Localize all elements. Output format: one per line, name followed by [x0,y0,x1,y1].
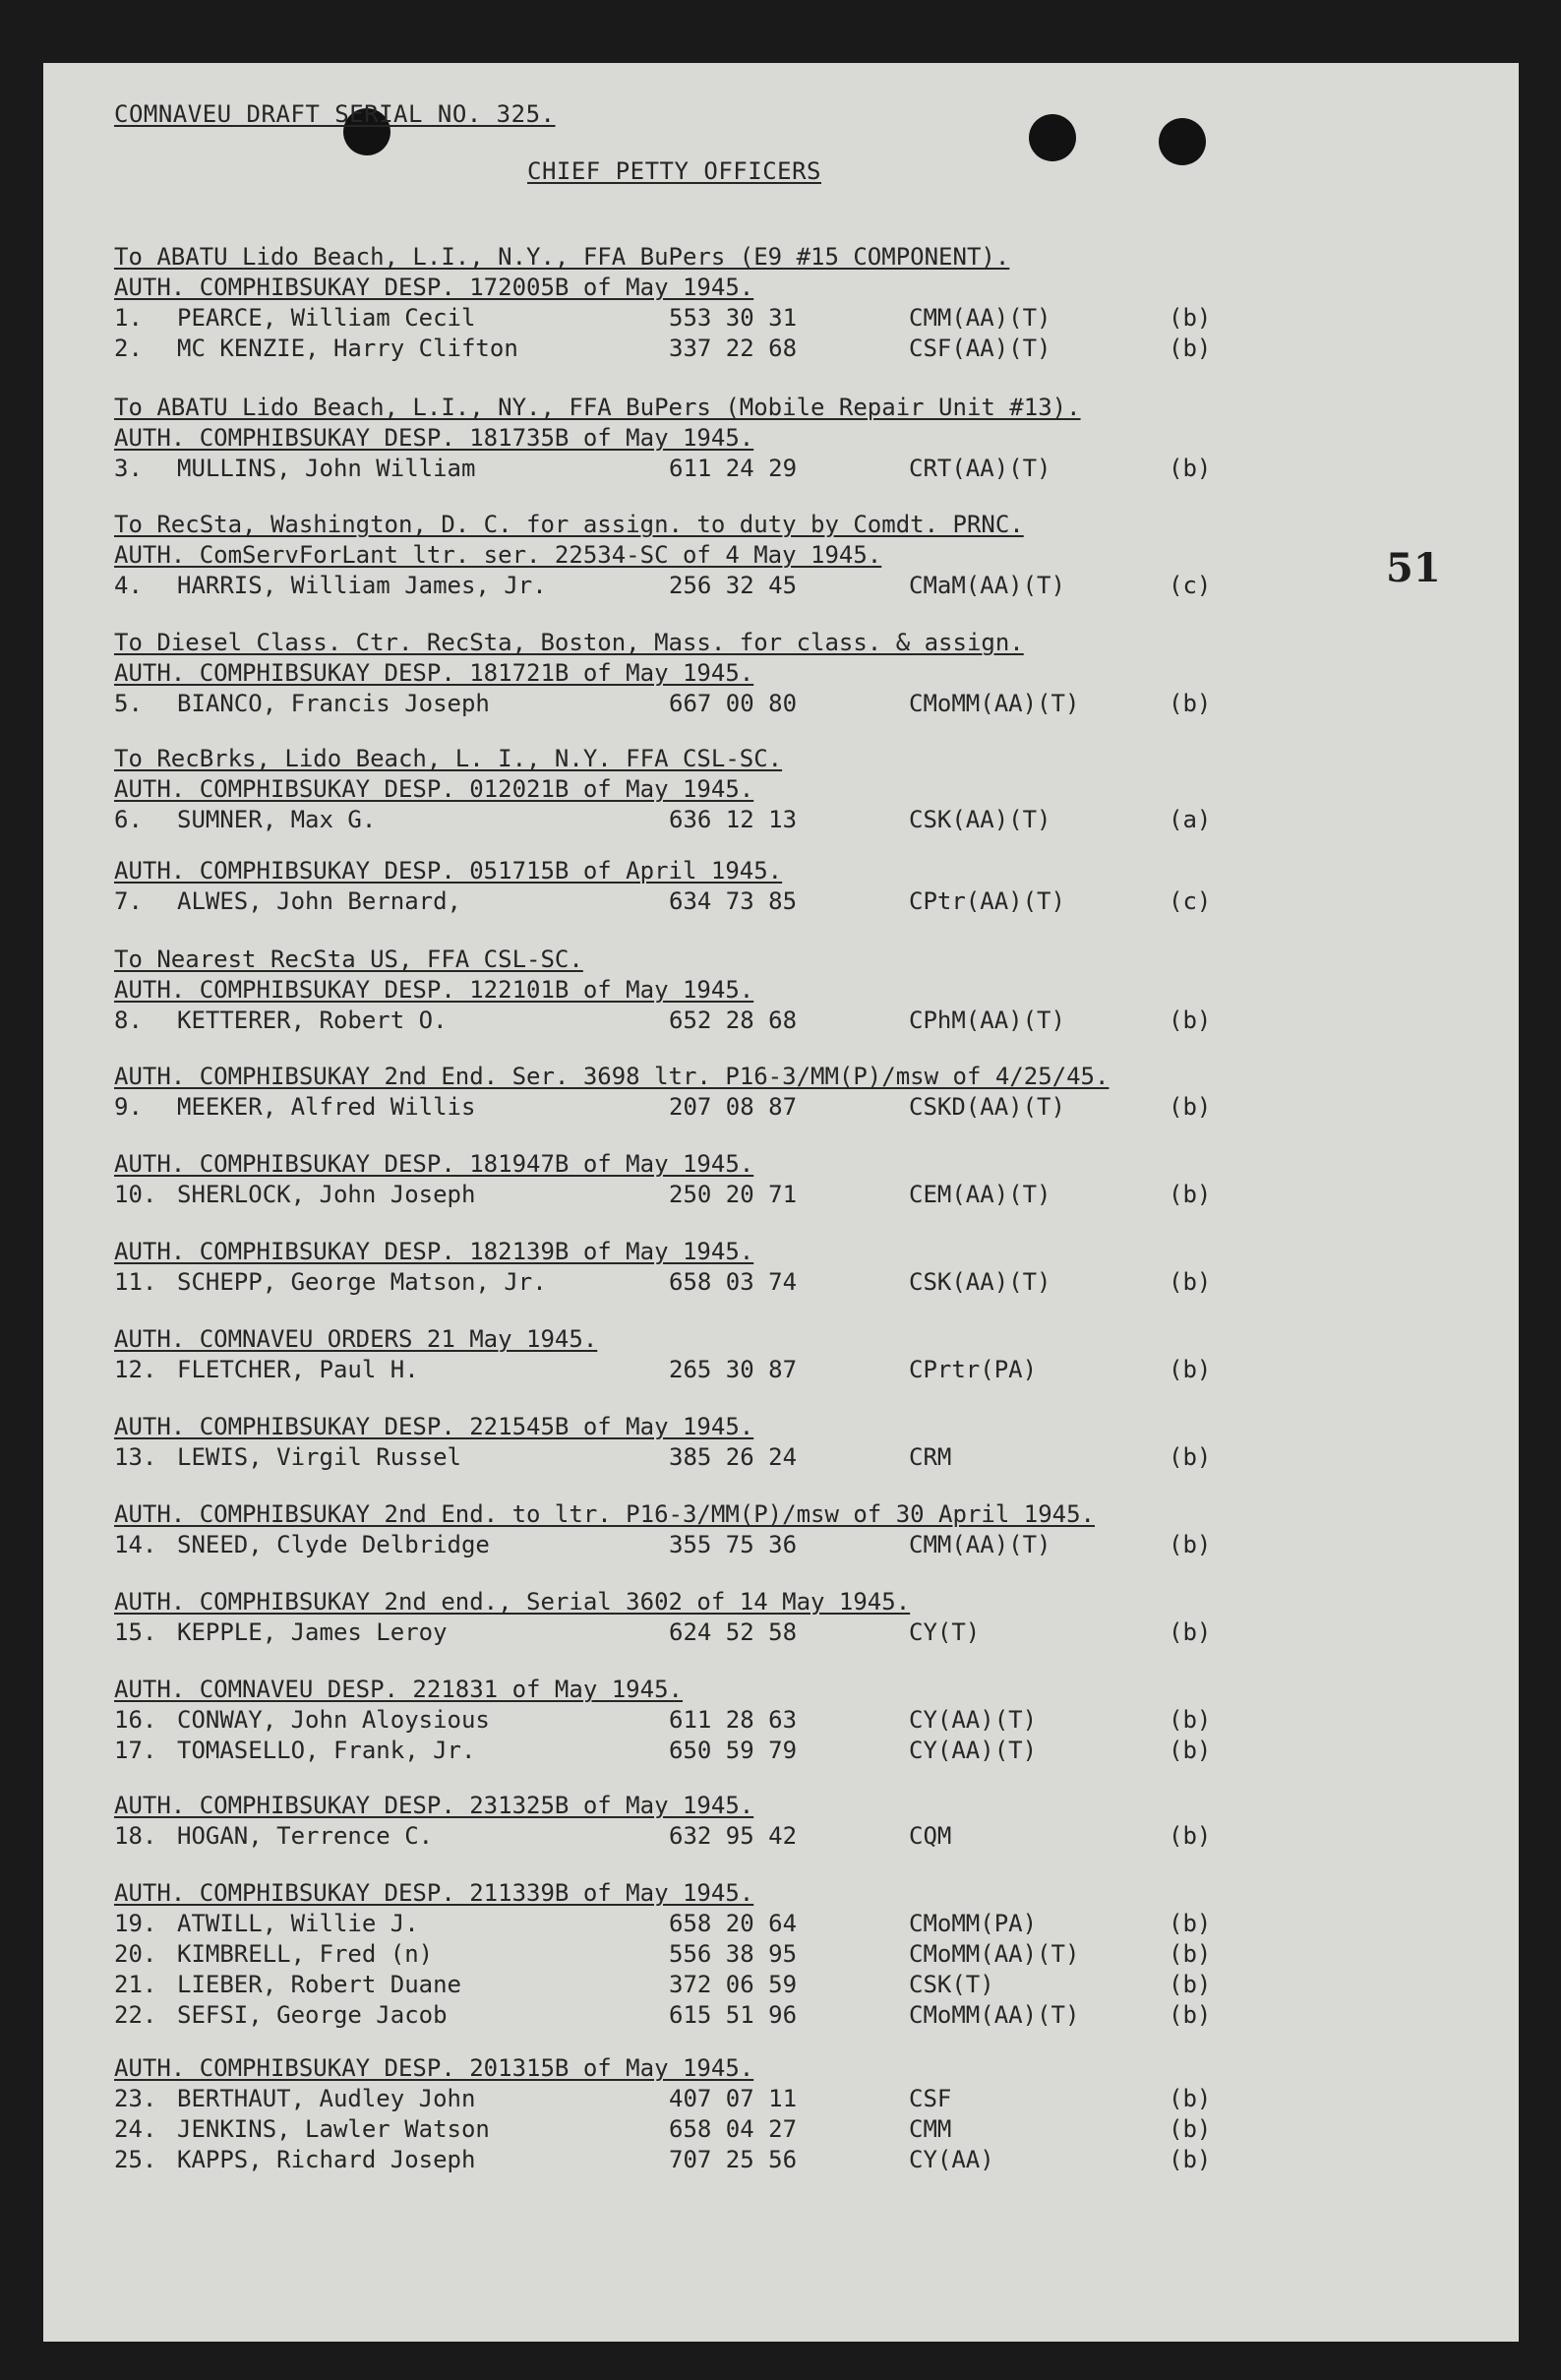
person-name: ALWES, John Bernard, [177,887,461,915]
category-code: (b) [1169,1007,1212,1034]
entry-number: 13. [114,1443,157,1471]
personnel-row [114,886,1471,917]
assignment-group [114,1791,1471,1852]
punch-hole [1029,114,1076,161]
service-number: 355 75 36 [669,1531,798,1558]
assignment-group [114,1587,1471,1648]
service-number: 385 26 24 [669,1443,798,1471]
assignment-group [114,856,1471,917]
authority-line: AUTH. COMPHIBSUKAY 2nd End. Ser. 3698 ltr. P16-3/MM(P)/msw of 4/25/45. [114,1063,1110,1090]
category-code: (b) [1169,2115,1212,2143]
rating: CMoMM(PA) [909,1910,1038,1937]
rating: CY(AA)(T) [909,1737,1038,1764]
assignment-group [114,744,1471,835]
service-number: 652 28 68 [669,1007,798,1034]
punch-hole [1159,118,1206,165]
authority-line: AUTH. COMPHIBSUKAY DESP. 181735B of May 1945. [114,424,754,452]
assignment-group [114,1878,1471,2031]
rating: CQM [909,1822,952,1850]
rating: CMM(AA)(T) [909,1531,1051,1558]
destination-line: To RecBrks, Lido Beach, L. I., N.Y. FFA CSL-SC. [114,745,783,772]
person-name: HARRIS, William James, Jr. [177,572,547,599]
category-code: (b) [1169,1181,1212,1208]
authority-line: AUTH. COMNAVEU DESP. 221831 of May 1945. [114,1676,683,1703]
personnel-row [114,1617,1471,1648]
assignment-group [114,1499,1471,1560]
category-code: (b) [1169,1093,1212,1121]
person-name: KIMBRELL, Fred (n) [177,1940,434,1968]
category-code: (b) [1169,1822,1212,1850]
person-name: BIANCO, Francis Joseph [177,690,490,717]
authority-line: AUTH. COMPHIBSUKAY 2nd end., Serial 3602 of 14 May 1945. [114,1588,911,1616]
person-name: LIEBER, Robert Duane [177,1971,461,1998]
personnel-row [114,1355,1471,1385]
assignment-group [114,510,1471,601]
rating: CSK(T) [909,1971,994,1998]
person-name: TOMASELLO, Frank, Jr. [177,1737,476,1764]
entry-number: 7. [114,887,143,915]
personnel-row [114,1530,1471,1560]
person-name: LEWIS, Virgil Russel [177,1443,461,1471]
authority-line: AUTH. ComServForLant ltr. ser. 22534-SC of 4 May 1945. [114,541,882,569]
assignment-group [114,945,1471,1036]
service-number: 611 24 29 [669,455,798,482]
rating: CPtr(AA)(T) [909,887,1065,915]
authority-line: AUTH. COMPHIBSUKAY DESP. 172005B of May 1945. [114,274,754,301]
entry-number: 9. [114,1093,143,1121]
rating: CSK(AA)(T) [909,1268,1051,1296]
document-page [43,63,1519,2342]
personnel-row [114,334,1471,364]
person-name: SCHEPP, George Matson, Jr. [177,1268,547,1296]
assignment-group [114,242,1471,364]
entry-number: 24. [114,2115,157,2143]
entry-number: 15. [114,1618,157,1646]
personnel-row [114,2084,1471,2114]
personnel-row [114,1092,1471,1123]
assignment-group [114,1324,1471,1385]
rating: CPhM(AA)(T) [909,1007,1065,1034]
authority-line: AUTH. COMPHIBSUKAY DESP. 051715B of April 1945. [114,857,783,885]
service-number: 372 06 59 [669,1971,798,1998]
personnel-row [114,571,1471,601]
rating: CMaM(AA)(T) [909,572,1065,599]
service-number: 624 52 58 [669,1618,798,1646]
assignment-group [114,393,1471,484]
authority-line: AUTH. COMPHIBSUKAY DESP. 122101B of May 1945. [114,976,754,1004]
entry-number: 25. [114,2146,157,2173]
entry-number: 2. [114,335,143,362]
service-number: 658 20 64 [669,1910,798,1937]
authority-line: AUTH. COMPHIBSUKAY DESP. 231325B of May 1945. [114,1792,754,1819]
service-number: 632 95 42 [669,1822,798,1850]
personnel-row [114,2145,1471,2175]
destination-line: To Diesel Class. Ctr. RecSta, Boston, Mass. for class. & assign. [114,629,1024,656]
service-number: 250 20 71 [669,1181,798,1208]
person-name: SUMNER, Max G. [177,806,377,833]
rating: CMoMM(AA)(T) [909,2001,1080,2029]
service-number: 407 07 11 [669,2085,798,2112]
service-number: 636 12 13 [669,806,798,833]
assignment-group [114,1149,1471,1210]
person-name: BERTHAUT, Audley John [177,2085,476,2112]
entry-number: 8. [114,1007,143,1034]
category-code: (b) [1169,335,1212,362]
page-number: 51 [1386,545,1441,591]
category-code: (b) [1169,1356,1212,1383]
rating: CSF(AA)(T) [909,335,1051,362]
service-number: 667 00 80 [669,690,798,717]
service-number: 556 38 95 [669,1940,798,1968]
person-name: MULLINS, John William [177,455,476,482]
entry-number: 19. [114,1910,157,1937]
authority-line: AUTH. COMPHIBSUKAY 2nd End. to ltr. P16-3/MM(P)/msw of 30 April 1945. [114,1500,1095,1528]
person-name: SHERLOCK, John Joseph [177,1181,476,1208]
personnel-row [114,1180,1471,1210]
service-number: 265 30 87 [669,1356,798,1383]
service-number: 658 04 27 [669,2115,798,2143]
personnel-row [114,1939,1471,1970]
assignment-group [114,628,1471,719]
personnel-row [114,1267,1471,1298]
rating: CEM(AA)(T) [909,1181,1051,1208]
service-number: 337 22 68 [669,335,798,362]
category-code: (b) [1169,1531,1212,1558]
category-code: (b) [1169,2001,1212,2029]
entry-number: 4. [114,572,143,599]
entry-number: 23. [114,2085,157,2112]
personnel-row [114,1821,1471,1852]
rating: CSK(AA)(T) [909,806,1051,833]
person-name: HOGAN, Terrence C. [177,1822,434,1850]
assignment-group [114,1675,1471,1766]
personnel-row [114,805,1471,835]
personnel-row [114,1970,1471,2000]
assignment-group [114,1237,1471,1298]
person-name: CONWAY, John Aloysious [177,1706,490,1734]
personnel-row [114,1705,1471,1736]
person-name: SNEED, Clyde Delbridge [177,1531,490,1558]
category-code: (b) [1169,1443,1212,1471]
rating: CSKD(AA)(T) [909,1093,1065,1121]
entry-number: 16. [114,1706,157,1734]
rating: CY(AA)(T) [909,1706,1038,1734]
person-name: KAPPS, Richard Joseph [177,2146,476,2173]
authority-line: AUTH. COMNAVEU ORDERS 21 May 1945. [114,1325,598,1353]
entry-number: 10. [114,1181,157,1208]
service-number: 207 08 87 [669,1093,798,1121]
category-code: (b) [1169,1268,1212,1296]
person-name: MEEKER, Alfred Willis [177,1093,476,1121]
rating: CMoMM(AA)(T) [909,690,1080,717]
person-name: FLETCHER, Paul H. [177,1356,419,1383]
rating: CMM [909,2115,952,2143]
personnel-row [114,1442,1471,1473]
authority-line: AUTH. COMPHIBSUKAY DESP. 182139B of May 1945. [114,1238,754,1265]
authority-line: AUTH. COMPHIBSUKAY DESP. 181947B of May 1945. [114,1150,754,1178]
category-code: (b) [1169,1971,1212,1998]
destination-line: To ABATU Lido Beach, L.I., N.Y., FFA BuPers (E9 #15 COMPONENT). [114,243,1010,271]
destination-line: To RecSta, Washington, D. C. for assign. to duty by Comdt. PRNC. [114,511,1024,538]
draft-serial-line: COMNAVEU DRAFT SERIAL NO. 325. [114,100,556,128]
entry-number: 18. [114,1822,157,1850]
personnel-row [114,454,1471,484]
service-number: 256 32 45 [669,572,798,599]
entry-number: 20. [114,1940,157,1968]
category-code: (b) [1169,1737,1212,1764]
personnel-row [114,1736,1471,1766]
category-code: (b) [1169,1940,1212,1968]
person-name: KEPPLE, James Leroy [177,1618,448,1646]
rating: CSF [909,2085,952,2112]
authority-line: AUTH. COMPHIBSUKAY DESP. 201315B of May 1945. [114,2054,754,2082]
service-number: 615 51 96 [669,2001,798,2029]
entry-number: 22. [114,2001,157,2029]
assignment-group [114,1412,1471,1473]
authority-line: AUTH. COMPHIBSUKAY DESP. 211339B of May 1945. [114,1879,754,1907]
entry-number: 6. [114,806,143,833]
category-code: (b) [1169,1618,1212,1646]
personnel-row [114,1006,1471,1036]
category-code: (b) [1169,690,1212,717]
service-number: 658 03 74 [669,1268,798,1296]
personnel-row [114,2114,1471,2145]
service-number: 553 30 31 [669,304,798,332]
rating: CY(T) [909,1618,981,1646]
person-name: KETTERER, Robert O. [177,1007,448,1034]
entry-number: 1. [114,304,143,332]
service-number: 634 73 85 [669,887,798,915]
person-name: JENKINS, Lawler Watson [177,2115,490,2143]
service-number: 611 28 63 [669,1706,798,1734]
personnel-row [114,2000,1471,2031]
person-name: SEFSI, George Jacob [177,2001,448,2029]
personnel-row [114,303,1471,334]
category-code: (b) [1169,2085,1212,2112]
authority-line: AUTH. COMPHIBSUKAY DESP. 012021B of May 1945. [114,775,754,803]
entry-number: 21. [114,1971,157,1998]
category-code: (a) [1169,806,1212,833]
category-code: (b) [1169,1706,1212,1734]
category-code: (b) [1169,2146,1212,2173]
entry-number: 3. [114,455,143,482]
entry-number: 14. [114,1531,157,1558]
person-name: ATWILL, Willie J. [177,1910,419,1937]
page-title: CHIEF PETTY OFFICERS [527,157,821,185]
category-code: (b) [1169,1910,1212,1937]
service-number: 707 25 56 [669,2146,798,2173]
category-code: (c) [1169,887,1212,915]
category-code: (b) [1169,455,1212,482]
category-code: (c) [1169,572,1212,599]
person-name: MC KENZIE, Harry Clifton [177,335,518,362]
rating: CMoMM(AA)(T) [909,1940,1080,1968]
authority-line: AUTH. COMPHIBSUKAY DESP. 181721B of May 1945. [114,659,754,687]
rating: CRT(AA)(T) [909,455,1051,482]
personnel-row [114,1909,1471,1939]
authority-line: AUTH. COMPHIBSUKAY DESP. 221545B of May 1945. [114,1413,754,1440]
destination-line: To ABATU Lido Beach, L.I., NY., FFA BuPers (Mobile Repair Unit #13). [114,394,1081,421]
rating: CMM(AA)(T) [909,304,1051,332]
destination-line: To Nearest RecSta US, FFA CSL-SC. [114,946,583,973]
entry-number: 11. [114,1268,157,1296]
rating: CY(AA) [909,2146,994,2173]
category-code: (b) [1169,304,1212,332]
entry-number: 5. [114,690,143,717]
personnel-row [114,689,1471,719]
entry-number: 17. [114,1737,157,1764]
assignment-group [114,1062,1471,1123]
rating: CRM [909,1443,952,1471]
entry-number: 12. [114,1356,157,1383]
service-number: 650 59 79 [669,1737,798,1764]
assignment-group [114,2053,1471,2175]
person-name: PEARCE, William Cecil [177,304,476,332]
rating: CPrtr(PA) [909,1356,1038,1383]
